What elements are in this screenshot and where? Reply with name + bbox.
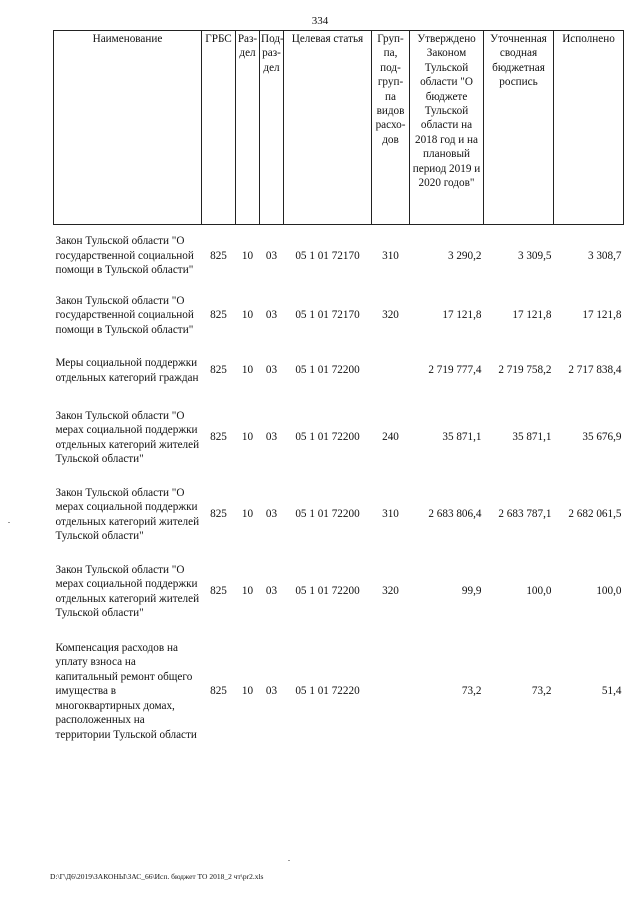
cell-grbs: 825	[210, 508, 227, 521]
cell-grbs: 825	[210, 685, 227, 698]
cell-approved: 99,9	[461, 585, 482, 598]
cell-approved: 2 719 777,4	[428, 364, 482, 377]
cell-grbs: 825	[210, 585, 227, 598]
col-header-refined: Уточненная сводная бюджетная роспись	[484, 31, 554, 225]
cell-razdel: 10	[241, 585, 254, 598]
cell-group: 310	[382, 249, 399, 262]
table-header-row	[54, 31, 624, 225]
cell-executed: 2 682 061,5	[568, 508, 622, 521]
footer-file-path: D:\Г\Д6\2019\ЗАКОНЫ\ЗАС_66\Исп. бюджет ТО 2018_2 чт\pr2.xls	[50, 872, 264, 881]
table-row	[54, 551, 624, 633]
cell-group	[372, 345, 410, 397]
cell-grbs: 825	[210, 364, 227, 377]
cell-podrazdel: 03	[265, 585, 278, 598]
cell-razdel: 10	[241, 508, 254, 521]
table-row	[54, 397, 624, 479]
cell-razdel: 10	[241, 364, 254, 377]
cell-grbs: 825	[210, 309, 227, 322]
cell-group: 320	[382, 309, 399, 322]
table-row	[54, 479, 624, 551]
cell-name: Закон Тульской области "О государственной социальной помощи в Тульской области"	[55, 235, 194, 276]
cell-approved: 17 121,8	[442, 309, 482, 322]
cell-refined: 17 121,8	[512, 309, 552, 322]
cell-group: 310	[382, 508, 399, 521]
cell-group: 240	[382, 431, 399, 444]
cell-refined: 73,2	[531, 685, 552, 698]
cell-name: Меры социальной поддержки отдельных категорий граждан	[55, 357, 199, 384]
cell-name: Закон Тульской области "О мерах социальной поддержки отдельных категорий жителей Тульской области"	[55, 409, 200, 465]
cell-podrazdel: 03	[265, 249, 278, 262]
scan-speck	[288, 860, 290, 861]
cell-approved: 35 871,1	[442, 431, 482, 444]
cell-approved: 2 683 806,4	[428, 508, 482, 521]
page-number: 334	[311, 15, 329, 27]
cell-name: Компенсация расходов на уплату взноса на капитальный ремонт общего имущества в многоквартирных домах, расположенных на территории Тульской области	[55, 642, 197, 741]
cell-refined: 3 309,5	[517, 249, 552, 262]
cell-target: 05 1 01 72220	[295, 685, 360, 698]
cell-podrazdel: 03	[265, 685, 278, 698]
cell-approved: 3 290,2	[447, 249, 482, 262]
cell-executed: 100,0	[596, 585, 622, 598]
budget-table	[53, 30, 624, 751]
table-row	[54, 287, 624, 345]
cell-target: 05 1 01 72170	[295, 249, 360, 262]
cell-approved: 73,2	[461, 685, 482, 698]
cell-target: 05 1 01 72200	[295, 508, 360, 521]
cell-name: Закон Тульской области "О мерах социальной поддержки отдельных категорий жителей Тульской области"	[55, 563, 200, 619]
cell-refined: 100,0	[526, 585, 552, 598]
cell-podrazdel: 03	[265, 309, 278, 322]
cell-podrazdel: 03	[265, 508, 278, 521]
cell-razdel: 10	[241, 685, 254, 698]
cell-refined: 2 719 758,2	[498, 364, 552, 377]
cell-podrazdel: 03	[265, 431, 278, 444]
table-row	[54, 633, 624, 751]
cell-grbs: 825	[210, 249, 227, 262]
cell-razdel: 10	[241, 431, 254, 444]
cell-target: 05 1 01 72170	[295, 309, 360, 322]
cell-executed: 3 308,7	[587, 249, 622, 262]
scan-speck	[8, 522, 10, 523]
cell-executed: 17 121,8	[582, 309, 622, 322]
cell-group: 320	[382, 585, 399, 598]
table-row	[54, 225, 624, 287]
col-header-executed: Исполнено	[554, 31, 624, 225]
cell-grbs: 825	[210, 431, 227, 444]
cell-podrazdel: 03	[265, 364, 278, 377]
col-header-group: Груп-па, под-груп-па видов расхо-дов	[372, 31, 410, 225]
cell-target: 05 1 01 72200	[295, 585, 360, 598]
col-header-name: Наименование	[54, 31, 202, 225]
cell-razdel: 10	[241, 249, 254, 262]
cell-name: Закон Тульской области "О мерах социальной поддержки отдельных категорий жителей Тульской области"	[55, 486, 200, 542]
cell-refined: 2 683 787,1	[498, 508, 552, 521]
cell-refined: 35 871,1	[512, 431, 552, 444]
cell-group	[372, 633, 410, 751]
table-row	[54, 345, 624, 397]
cell-name: Закон Тульской области "О государственной социальной помощи в Тульской области"	[55, 294, 194, 336]
col-header-grbs: ГРБС	[202, 31, 236, 225]
cell-executed: 35 676,9	[582, 431, 622, 444]
cell-target: 05 1 01 72200	[295, 431, 360, 444]
cell-executed: 51,4	[601, 685, 622, 698]
cell-target: 05 1 01 72200	[295, 364, 360, 377]
col-header-target: Целевая статья	[284, 31, 372, 225]
cell-razdel: 10	[241, 309, 254, 322]
col-header-podrazdel: Под-раз-дел	[260, 31, 284, 225]
cell-executed: 2 717 838,4	[568, 364, 622, 377]
col-header-razdel: Раз-дел	[236, 31, 260, 225]
col-header-approved: Утверждено Законом Тульской области "О бюджете Тульской области на 2018 год и на плановый период 2019 и 2020 годов"	[410, 31, 484, 225]
